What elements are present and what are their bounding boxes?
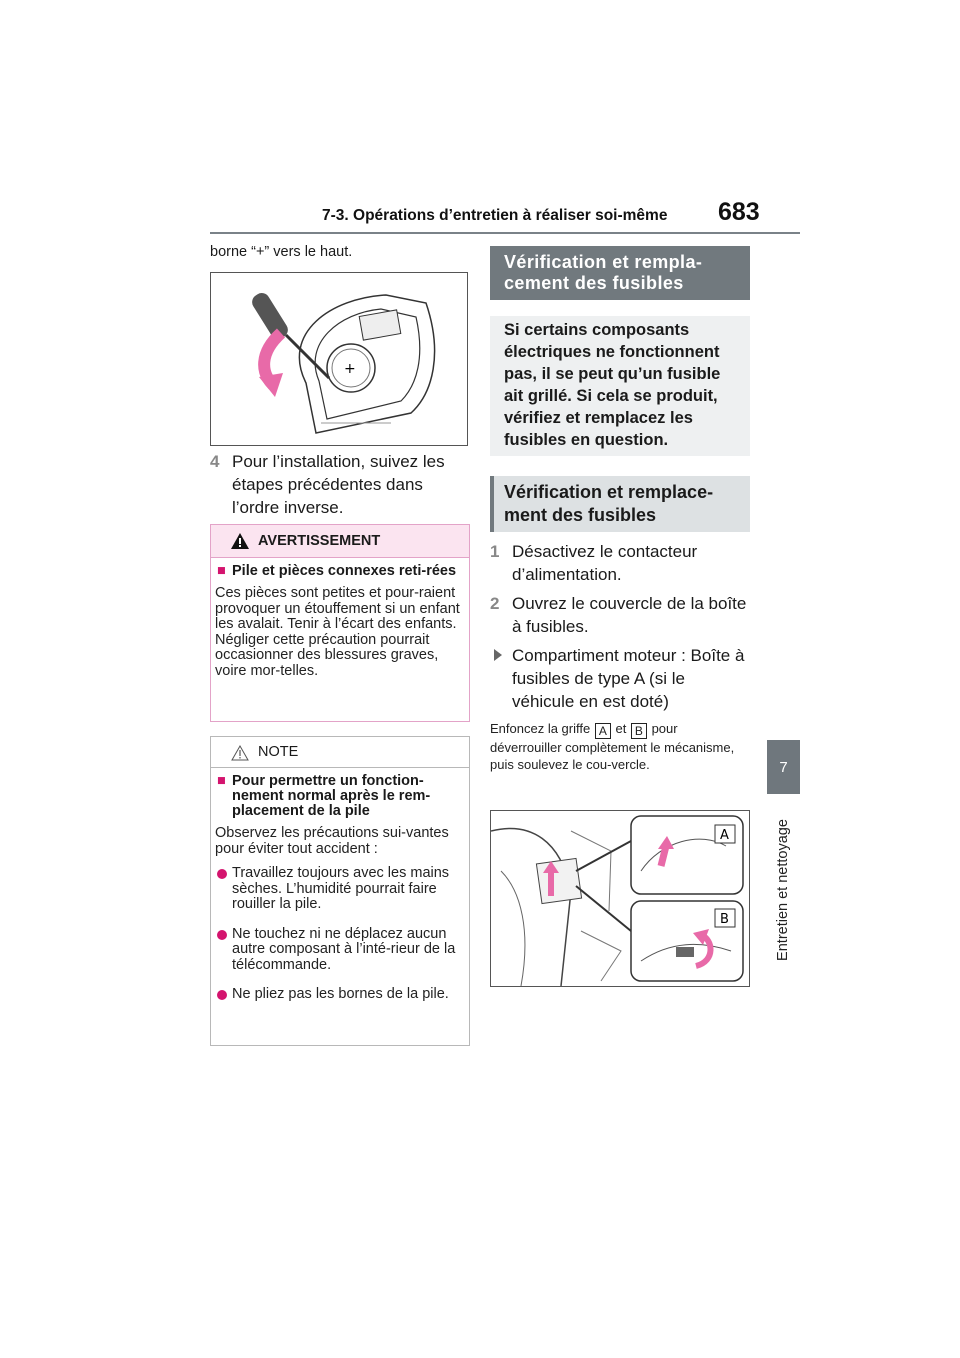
procedure-steps	[490, 540, 750, 719]
warning-header	[211, 525, 469, 558]
note-header	[211, 737, 469, 768]
warning-title: AVERTISSEMENT	[258, 533, 381, 549]
note-heading: ■ Pour permettre un fonction-nement normal après le rem-placement de la pile	[217, 773, 431, 819]
battery-replacement-illustration	[210, 272, 468, 446]
figure-label-a: A	[720, 828, 729, 843]
key-label-b: B	[631, 723, 647, 739]
note-list-item: Travaillez toujours avec les mains sèches. L’humidité pourrait faire rouiller la pile.	[215, 866, 463, 913]
warning-body: Ces pièces sont petites et pour-raient provoquer un étouffement si un enfant les avalait. Tenir à l’écart des enfants. Négliger cette précaution pourrait occasionner des blessures graves, voire mor-telles.	[215, 585, 460, 679]
key-label-a: A	[595, 723, 611, 739]
note-list-item: Ne pliez pas les bornes de la pile.	[215, 987, 463, 1003]
warning-heading: ■ Pile et pièces connexes reti-rées	[217, 563, 457, 579]
fuse-box-illustration	[490, 810, 750, 987]
section-heading: Vérification et rempla-cement des fusibles	[490, 246, 750, 300]
note-body: Observez les précautions sui-vantes pour éviter tout accident :	[215, 825, 449, 857]
chapter-number: 7	[779, 758, 788, 776]
chapter-label	[758, 800, 808, 980]
chapter-tab[interactable]	[767, 740, 800, 794]
instruction-text: Enfoncez la griffe A et B pour déverrouiller complètement le mécanisme, puis soulevez le cou-vercle.	[490, 721, 735, 772]
note-box	[210, 736, 470, 1046]
header-rule	[210, 232, 800, 234]
step-4	[210, 450, 468, 519]
note-title: NOTE	[258, 744, 299, 760]
svg-text:+: +	[344, 361, 356, 377]
section-title: 7-3. Opérations d’entretien à réaliser soi-même	[322, 207, 668, 224]
sub-step: Compartiment moteur : Boîte à fusibles de type A (si le véhicule en est doté)	[490, 644, 750, 713]
step-1: 1 Désactivez le contacteur d’alimentation.	[490, 542, 698, 584]
warning-box	[210, 524, 470, 722]
step-2: 2 Ouvrez le couvercle de la boîte à fusibles.	[490, 594, 747, 636]
subsection-heading: Vérification et remplace-ment des fusibles	[490, 476, 750, 532]
figure-label-b: B	[720, 912, 729, 927]
arrow-right-icon	[494, 649, 502, 661]
warning-icon	[231, 533, 249, 554]
note-list-item: Ne touchez ni ne déplacez aucun autre composant à l’inté-rieur de la télécommande.	[215, 927, 463, 974]
step-number: 4	[210, 452, 220, 471]
intro-text: borne “+” vers le haut.	[210, 244, 353, 260]
page-number: 683	[718, 198, 760, 226]
section-summary: Si certains composants électriques ne fonctionnent pas, il se peut qu’un fusible ait grillé. Si cela se produit, vérifiez et remplacez les fusibles en question.	[490, 316, 750, 456]
step-text: Pour l’installation, suivez les étapes précédentes dans l’ordre inverse.	[232, 452, 445, 517]
caution-outline-icon	[231, 745, 249, 766]
chapter-label-text: Entretien et nettoyage	[775, 819, 791, 961]
